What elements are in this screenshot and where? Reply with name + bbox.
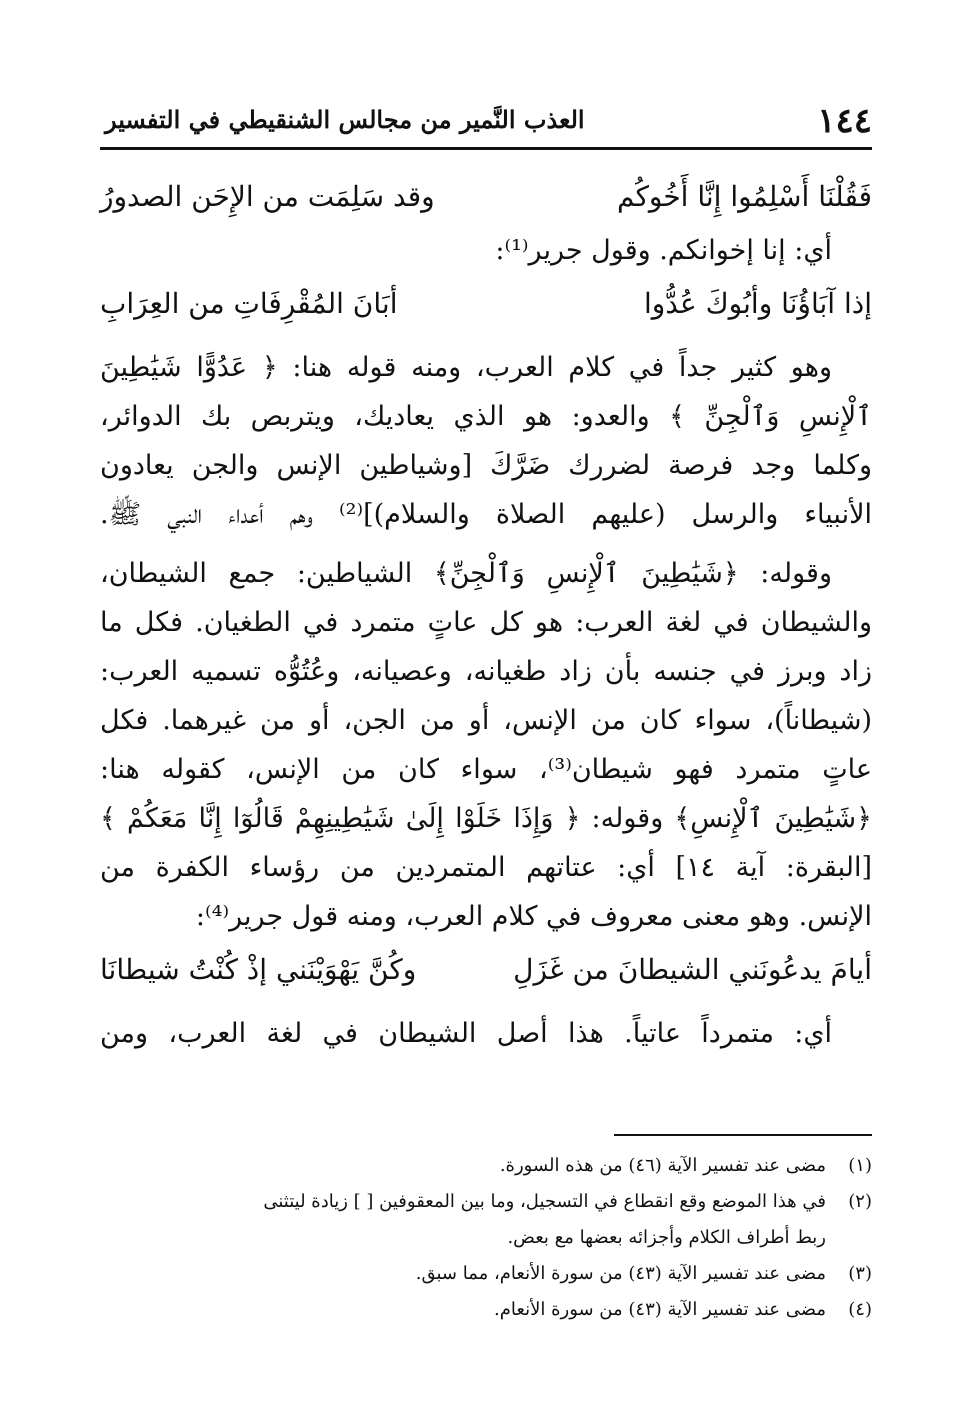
- poetry-verse-1: [100, 168, 872, 226]
- verse-first-hemistich: أيامَ يدعُونَني الشيطانَ من غَزَلِ: [513, 953, 872, 986]
- text-line: الأنبياء والرسل (عليهم الصلاة والسلام)]⁽²⁾ وهم أعداء النبي ﷺ.: [100, 499, 872, 530]
- text-line: أي: متمرداً عاتياً. هذا أصل الشيطان في لغة العرب، ومن: [100, 1018, 832, 1049]
- header-rule: [100, 147, 872, 150]
- text-line: وقوله: ﴿شَيَٰطِينَ ٱلْإِنسِ وَٱلْجِنِّ﴾ الشياطين: جمع الشيطان،: [100, 558, 832, 589]
- footnote-marker: (٤): [848, 1299, 872, 1320]
- page-header: [105, 95, 872, 145]
- text-line: والشيطان في لغة العرب: هو كل عاتٍ متمرد في الطغيان. فكل ما: [100, 607, 872, 638]
- verse-second-hemistich: أبَانَ المُقْرِفَاتِ من العِرَابِ: [100, 287, 398, 320]
- footnote-text: في هذا الموضع وقع انقطاع في التسجيل، وما بين المعقوفين [ ] زيادة ليتثنى: [263, 1191, 826, 1212]
- footnote-continuation: ربط أطراف الكلام وأجزائه بعضها مع بعض.: [507, 1227, 826, 1248]
- text-line: وكلما وجد فرصة لضررك ضَرَّكَ [وشياطين الإنس والجن يعادون: [100, 450, 872, 481]
- footnote-marker: (١): [848, 1155, 872, 1176]
- verse-second-hemistich: وقد سَلِمَت من الإِحَن الصدورُ: [100, 180, 435, 213]
- poetry-verse-2: [100, 275, 872, 333]
- footnote-4: [100, 1292, 872, 1328]
- verse-first-hemistich: إذا آبَاؤُنَا وأبُوكَ عُدُّوا: [643, 287, 872, 320]
- text-line: [البقرة: آية ١٤] أي: عتاتهم المتمردين من رؤساء الكفرة من: [100, 852, 872, 883]
- verse-first-hemistich: فَقُلْنَا أَسْلِمُوا إِنَّا أَخُوكُم: [616, 180, 872, 213]
- text-line: (شيطاناً)، سواء كان من الإنس، أو من الجن، أو من غيرهما. فكل: [100, 705, 872, 736]
- running-title: العذب النَّمير من مجالس الشنقيطي في التفسير: [105, 105, 585, 134]
- text-line: أي: إنا إخوانكم. وقول جرير⁽¹⁾:: [495, 235, 832, 266]
- footnote-2: [100, 1184, 872, 1220]
- footnote-text: مضى عند تفسير الآية (٤٣) من سورة الأنعام.: [494, 1299, 826, 1320]
- footnote-text: مضى عند تفسير الآية (٤٣) من سورة الأنعام، مما سبق.: [415, 1263, 826, 1284]
- footnote-1: [100, 1148, 872, 1184]
- spacer: [100, 539, 872, 549]
- footnote-marker: (٣): [848, 1263, 872, 1284]
- page-number: ١٤٤: [817, 101, 872, 141]
- paragraph-2: [100, 549, 872, 941]
- spacer: [100, 333, 872, 343]
- text-line: الإنس. وهو معنى معروف في كلام العرب، ومنه قول جرير⁽⁴⁾:: [195, 901, 872, 932]
- text-line: عاتٍ متمرد فهو شيطان⁽³⁾، سواء كان من الإنس، كقوله هنا:: [100, 754, 872, 785]
- footnote-marker: (٢): [848, 1191, 872, 1212]
- text-line: وهو كثير جداً في كلام العرب، ومنه قوله هنا: ﴿ عَدُوًّا شَيَٰطِينَ: [100, 352, 832, 383]
- quran-quote-line: ﴿شَيَٰطِينَ ٱلْإِنسِ﴾ وقوله: ﴿ وَإِذَا خَلَوْا إِلَىٰ شَيَٰطِينِهِمْ قَالُوٓا إِنَّا مَعَكُمْ ﴾: [100, 803, 872, 834]
- footnotes: [100, 1148, 872, 1328]
- footnote-3: [100, 1256, 872, 1292]
- spacer: [100, 999, 872, 1009]
- verse-second-hemistich: وكُنَّ يَهْوَيْنَني إذْ كُنْتُ شيطانَا: [100, 953, 417, 986]
- text-line: زاد وبرز في جنسه بأن زاد طغيانه، وعصيانه، وعُتُوُّه تسميه العرب:: [100, 656, 872, 687]
- main-text: [100, 168, 872, 1058]
- paragraph-1: [100, 343, 872, 539]
- poetry-verse-3: [100, 941, 872, 999]
- footnote-separator: [614, 1134, 872, 1136]
- text-line: ٱلْإِنسِ وَٱلْجِنِّ ﴾ والعدو: هو الذي يعاديك، ويتربص بك الدوائر،: [100, 401, 872, 432]
- footnote-text: مضى عند تفسير الآية (٤٦) من هذه السورة.: [499, 1155, 826, 1176]
